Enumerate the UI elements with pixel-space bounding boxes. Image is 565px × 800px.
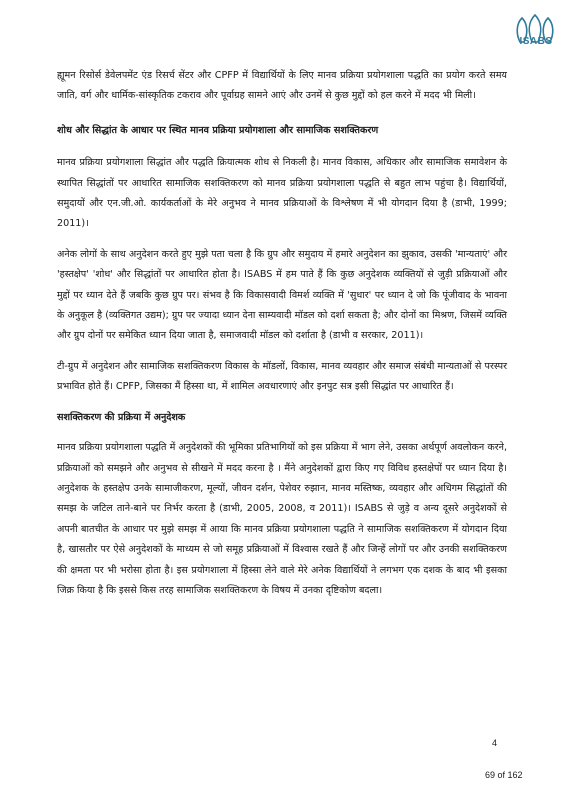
paragraph: टी-ग्रुप में अनुदेशन और सामाजिक सशक्तिकरण विकास के मॉडलों, विकास, मानव व्यवहार और समाज संबंधी मान्यताओं से परस्पर प्रभावित होते हैं। CPFP, जिसका मैं हिस्सा था, में शामिल अवधारणाएं और इनपुट सत्र इसी सिद्धांत पर आधारित हैं।	[57, 360, 507, 393]
page-count: 69 of 162	[485, 770, 523, 780]
page-content	[57, 66, 507, 601]
paragraph: अनेक लोगों के साथ अनुदेशन करते हुए मुझे पता चला है कि ग्रुप और समुदाय में हमारे अनुदेशन का झुकाव, उसकी 'मान्यताएं' और 'हस्तक्षेप' 'शोध' और सिद्धांतों पर आधारित होता है। ISABS में हम पाते हैं कि कुछ अनुदेशक व्यक्तियों से जुड़ी प्रक्रियाओं और मुद्दों पर ध्यान देते हैं जबकि कुछ ग्रुप पर। संभव है कि विकासवादी विमर्श व्यक्ति में 'सुधार' पर ध्यान दे जो कि पूंजीवाद के भावना के अनुकूल है (व्यक्तिगत उद्यम); ग्रुप पर ज्यादा ध्यान देना साम्यवादी मॉडल को दर्शा सकता है; और दोनों का मिश्रण, जिसमें व्यक्ति और ग्रुप दोनों पर समेकित ध्यान दिया जाता है, समाजवादी मॉडल को दर्शाता है (डाभी व सरकार, 2011)।	[57, 248, 507, 342]
paragraph: मानव प्रक्रिया प्रयोगशाला सिद्धांत और पद्धति क्रियात्मक शोध से निकली है। मानव विकास, अधिकार और सामाजिक समावेशन के स्थापित सिद्धांतों पर आधारित सामाजिक सशक्तिकरण को मानव प्रक्रिया प्रयोगशाला पद्धति से बहुत लाभ पहुंचा है। विद्यार्थियों, समुदायों और एन.जी.ओ. कार्यकर्ताओं के मेरे अनुभव ने मानव प्रक्रियाओं के विश्लेषण में भी योगदान दिया है (डाभी, 1999; 2011)।	[57, 157, 507, 230]
section-heading: शोध और सिद्धांत के आधार पर स्थित मानव प्रक्रिया प्रयोगशाला और सामाजिक सशक्तिकरण	[57, 124, 379, 136]
section-heading: सशक्तिकरण की प्रक्रिया में अनुदेशक	[57, 411, 186, 423]
page-number: 4	[492, 738, 498, 748]
paragraph: मानव प्रक्रिया प्रयोगशाला पद्धति में अनुदेशकों की भूमिका प्रतिभागियों को इस प्रक्रिया में भाग लेने, उसका अर्थपूर्ण अवलोकन करने, प्रक्रियाओं को समझने और अनुभव से सीखने में मदद करना है । मैंने अनुदेशकों द्वारा किए गए विविध हस्तक्षेपों पर ध्यान दिया है। अनुदेशक के हस्तक्षेप उनके सामाजीकरण, मूल्यों, जीवन दर्शन, पेशेवर रुझान, मानव मस्तिष्क, व्यवहार और अधिगम सिद्धांतों की समझ के जटिल ताने-बाने पर निर्भर करता है (डाभी, 2005, 2008, व 2011)। ISABS से जुड़े व अन्य दूसरे अनुदेशकों से अपनी बातचीत के आधार पर मुझे समझ में आया कि मानव प्रक्रिया प्रयोगशाला पद्धति ने सामाजिक सशक्तिकरण में योगदान दिया है, खासतौर पर ऐसे अनुदेशकों के माध्यम से जो समूह प्रक्रियाओं में विश्वास रखते हैं और जिन्हें लोगों पर और उनकी सशक्तिकरण की क्षमता पर भी भरोसा होता है। इस प्रयोगशाला में हिस्सा लेने वाले मेरे अनेक विद्यार्थियों ने लगभग एक दशक के बाद भी इसका जिक्र किया है कि इससे किस तरह सामाजिक सशक्तिकरण के विषय में उनका दृष्टिकोण बदला।	[57, 442, 507, 596]
logo-text: ISABS	[519, 36, 553, 47]
paragraph: ह्यूमन रिसोर्स डेवेलपमेंट एंड रिसर्च सेंटर और CPFP में विद्यार्थियों के लिए मानव प्रक्रिया प्रयोगशाला पद्धति का प्रयोग करते समय जाति, वर्ग और धार्मिक-सांस्कृतिक टकराव और पूर्वाग्रह सामने आएं और उनमें से कुछ मुद्दों को हल करने में मदद भी मिली।	[57, 70, 507, 102]
